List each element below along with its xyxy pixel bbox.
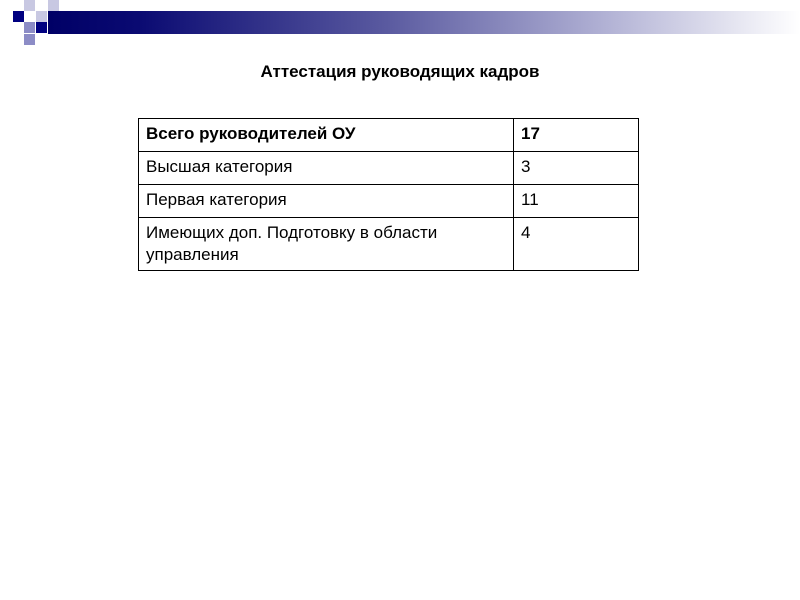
decor-square [24, 0, 35, 11]
row-label: Всего руководителей ОУ [139, 119, 514, 152]
certification-table [138, 118, 639, 271]
decor-square [36, 11, 47, 22]
row-value: 4 [514, 218, 639, 271]
decor-square [13, 11, 24, 22]
row-label: Высшая категория [139, 152, 514, 185]
decor-square [36, 22, 47, 33]
row-label: Имеющих доп. Подготовку в области управления [139, 218, 514, 271]
row-label: Первая категория [139, 185, 514, 218]
header-decoration [0, 0, 800, 50]
table-row [139, 185, 639, 218]
slide-title: Аттестация руководящих кадров [260, 62, 540, 81]
decor-square [24, 34, 35, 45]
row-value: 3 [514, 152, 639, 185]
decor-square [48, 0, 59, 11]
header-gradient-bar [48, 11, 800, 34]
decor-square [24, 22, 35, 33]
table-row [139, 152, 639, 185]
row-value: 17 [514, 119, 639, 152]
table-row [139, 218, 639, 271]
row-value: 11 [514, 185, 639, 218]
table-row [139, 119, 639, 152]
